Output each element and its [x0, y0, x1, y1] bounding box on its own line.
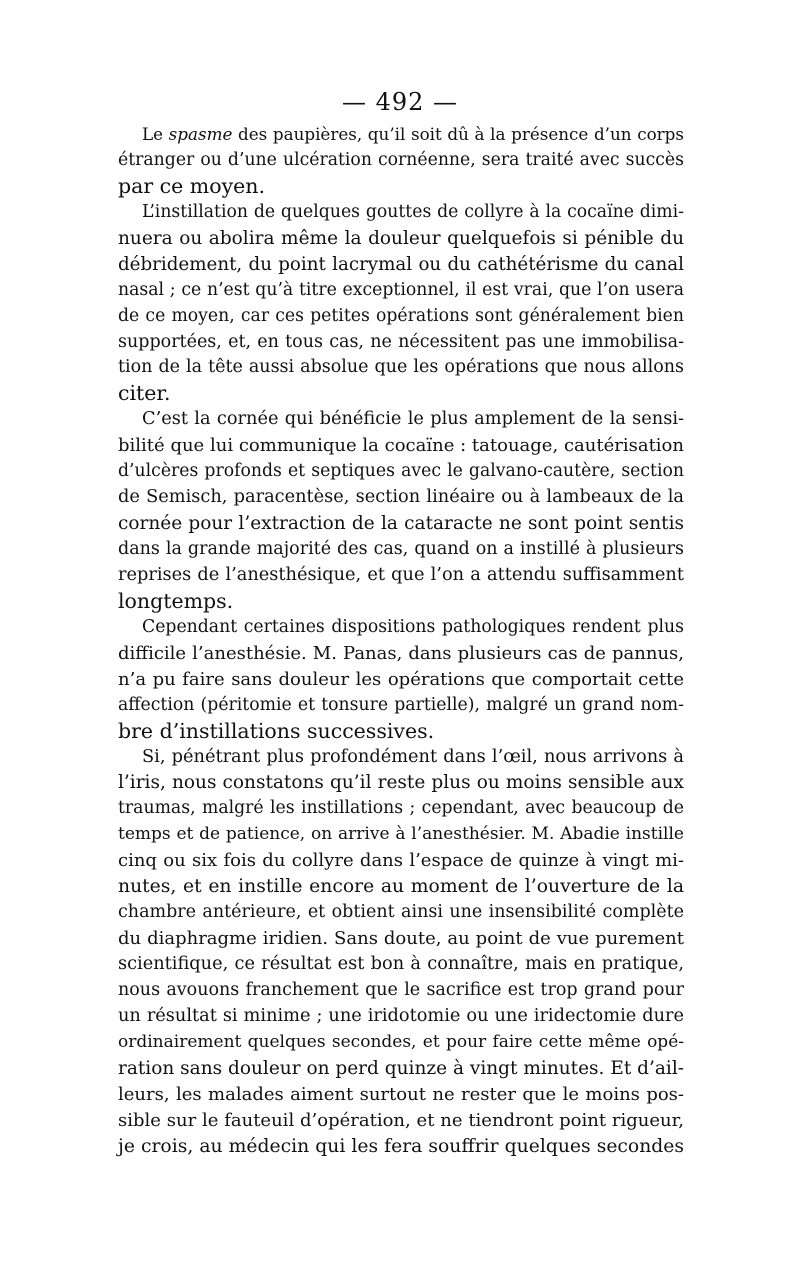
- text-line: [118, 874, 684, 900]
- text-line: [118, 1056, 684, 1082]
- text-segment: du diaphragme iridien. Sans doute, au point de vue purement: [118, 928, 684, 950]
- text-segment: Cependant certaines dispositions pathologiques rendent plus: [142, 616, 684, 637]
- text-segment: bilité que lui communique la cocaïne : tatouage, cautérisation: [118, 435, 684, 457]
- text-segment: L’instillation de quelques gouttes de collyre à la cocaïne dimi-: [142, 201, 684, 222]
- text-segment: cinq ou six fois du collyre dans l’espace de quinze à vingt mi-: [118, 850, 684, 872]
- text-segment: scientifique, ce résultat est bon à connaître, mais en pratique,: [118, 954, 684, 974]
- text-segment: débridement, du point lacrymal ou du cathétérisme du canal: [118, 253, 684, 275]
- text-segment: nuera ou abolira même la douleur quelquefois si pénible du: [118, 227, 684, 249]
- text-line: [118, 381, 684, 407]
- text-line: [118, 693, 684, 719]
- text-line: [118, 589, 684, 615]
- text-segment: de ce moyen, car ces petites opérations sont généralement bien: [118, 305, 684, 326]
- text-segment: chambre antérieure, et obtient ainsi une insensibilité complète: [118, 902, 684, 923]
- text-segment: Si, pénétrant plus profondément dans l’œil, nous arrivons à: [142, 746, 684, 767]
- text-segment: l’iris, nous constatons qu’il reste plus ou moins sensible aux: [118, 772, 684, 794]
- text-line: [118, 122, 684, 148]
- text-line: [118, 745, 684, 771]
- text-line: [118, 848, 684, 874]
- text-segment: nutes, et en instille encore au moment de l’ouverture de la: [118, 876, 684, 898]
- text-segment: d’ulcères profonds et septiques avec le galvano-cautère, section: [118, 461, 684, 482]
- text-line: [118, 304, 684, 330]
- text-line: [118, 537, 684, 563]
- text-segment: tion de la tête aussi absolue que les opérations que nous allons: [118, 357, 684, 378]
- text-line: [118, 1004, 684, 1030]
- text-segment: n’a pu faire sans douleur les opérations que comportait cette: [118, 668, 684, 690]
- text-segment: je crois, au médecin qui les fera souffrir quelques secondes: [118, 1135, 684, 1157]
- text-segment: leurs, les malades aiment surtout ne rester que le moins pos-: [118, 1083, 684, 1105]
- text-segment: sible sur le fauteuil d’opération, et ne tiendront point rigueur,: [118, 1109, 684, 1131]
- text-line: [118, 485, 684, 511]
- text-segment: bre d’instillations successives.: [118, 718, 435, 743]
- text-line: [118, 1134, 684, 1160]
- text-segment: un résultat si minime ; une iridotomie ou une iridectomie dure: [118, 1005, 684, 1026]
- text-segment: nous avouons franchement que le sacrifice est trop grand pour: [118, 979, 684, 1000]
- text-line: [118, 615, 684, 641]
- text-line: [118, 1108, 684, 1134]
- text-segment: étranger ou d’une ulcération cornéenne, sera traité avec succès: [118, 149, 684, 170]
- text-line: [118, 226, 684, 252]
- text-line: [118, 330, 684, 356]
- body-text: [118, 122, 684, 1160]
- text-line: [118, 174, 684, 200]
- text-line: [118, 770, 684, 796]
- text-segment: de Semisch, paracentèse, section linéaire ou à lambeaux de la: [118, 487, 684, 508]
- text-line: [118, 1030, 684, 1056]
- text-segment: ration sans douleur on perd quinze à vingt minutes. Et d’ail-: [118, 1057, 684, 1079]
- text-segment: reprises de l’anesthésique, et que l’on a attendu suffisamment: [118, 564, 684, 585]
- text-segment: affection (péritomie et tonsure partielle), malgré un grand nom-: [118, 694, 684, 715]
- text-line: [118, 978, 684, 1004]
- italic-term: spasme: [168, 124, 233, 144]
- text-segment: longtemps.: [118, 588, 234, 613]
- text-line: [118, 148, 684, 174]
- text-line: [118, 952, 684, 978]
- text-line: [118, 355, 684, 381]
- text-segment: dans la grande majorité des cas, quand on a instillé à plusieurs: [118, 539, 684, 559]
- text-line: [118, 822, 684, 848]
- page-number: — 492 —: [341, 88, 459, 116]
- text-segment: traumas, malgré les instillations ; cependant, avec beaucoup de: [118, 798, 684, 819]
- text-segment: difficile l’anesthésie. M. Panas, dans plusieurs cas de pannus,: [118, 642, 684, 664]
- text-line: [118, 796, 684, 822]
- text-line: [118, 200, 684, 226]
- text-segment: nasal ; ce n’est qu’à titre exceptionnel, il est vrai, que l’on usera: [118, 279, 684, 300]
- text-line: [118, 719, 684, 745]
- text-line: [118, 900, 684, 926]
- text-segment: ordinairement quelques secondes, et pour faire cette même opé-: [118, 1031, 684, 1052]
- text-line: [118, 252, 684, 278]
- text-line: [118, 667, 684, 693]
- text-line: [118, 641, 684, 667]
- text-line: [118, 278, 684, 304]
- text-line: [118, 1082, 684, 1108]
- text-segment: supportées, et, en tous cas, ne nécessitent pas une immobilisa-: [118, 331, 684, 352]
- text-line: [118, 407, 684, 433]
- text-line: [118, 459, 684, 485]
- text-segment: des paupières, qu’il soit dû à la présence d’un corps: [232, 124, 684, 144]
- text-segment: cornée pour l’extraction de la cataracte ne sont point sentis: [118, 513, 684, 535]
- text-line: [118, 563, 684, 589]
- text-line: [118, 926, 684, 952]
- text-segment: Le: [142, 124, 169, 144]
- text-line: [118, 511, 684, 537]
- text-segment: temps et de patience, on arrive à l’anesthésier. M. Abadie instille: [118, 824, 684, 845]
- text-line: [118, 433, 684, 459]
- text-segment: C’est la cornée qui bénéficie le plus amplement de la sensi-: [142, 409, 684, 430]
- text-segment: citer.: [118, 381, 171, 406]
- text-segment: par ce moyen.: [118, 173, 266, 198]
